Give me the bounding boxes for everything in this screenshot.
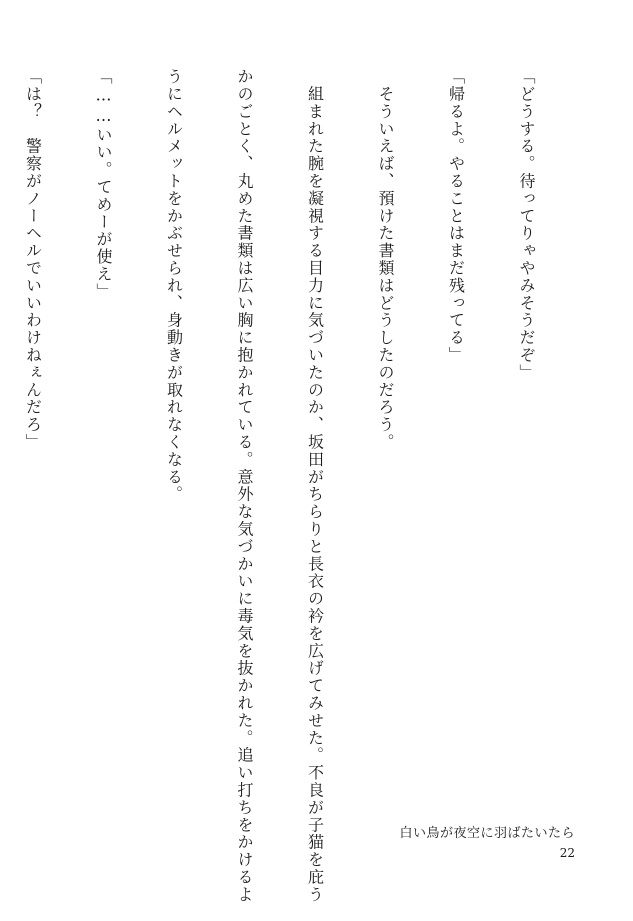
book-title-footer: 白い鳥が夜空に羽ばたいたら	[399, 826, 575, 841]
text-line: 「……いい。てめーが使え」	[94, 68, 113, 301]
text-line: 「帰るよ。やることはまだ残ってる」	[446, 68, 466, 364]
text-line: 「どうする。待ってりゃやみそうだぞ」	[517, 68, 536, 382]
text-line: うにヘルメットをかぶせられ、身動きが取れなくなる。	[164, 68, 184, 503]
text-line: 「は？ 警察がノーヘルでいいわけねぇんだろ」	[23, 68, 43, 451]
text-line: そういえば、預けた書類はどうしたのだろう。	[376, 68, 395, 451]
text-line: 組まれた腕を凝視する目力に気づいたのか、坂田がちらりと長衣の衿を広げてみせた。不良が子猫を庇う	[305, 68, 325, 904]
page-number: 22	[559, 846, 575, 860]
text-line: かのごとく、丸めた書類は広い胸に抱かれている。意外な気づかいに毒気を抜かれた。追い打ちをかけるよ	[235, 68, 254, 904]
